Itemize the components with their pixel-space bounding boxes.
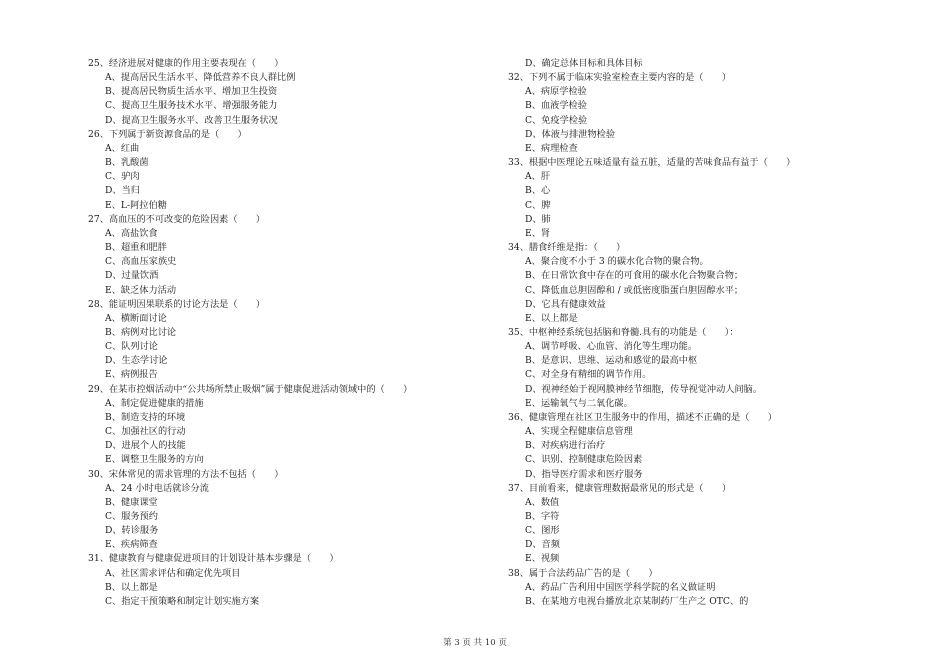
answer-option: B、血液学检验 (525, 100, 587, 112)
answer-option: A、病原学检验 (525, 86, 587, 98)
answer-option: D、提高卫生服务水平、改善卫生服务状况 (105, 114, 278, 126)
answer-option: D、它具有健康效益 (525, 298, 606, 310)
answer-option: A、红曲 (105, 142, 140, 154)
answer-option: B、对疾病进行治疗 (525, 440, 606, 452)
answer-option: B、是意识、思维、运动和感觉的最高中枢 (525, 355, 698, 367)
answer-option: A、制定促进健康的措施 (105, 397, 204, 409)
answer-option: D、当归 (105, 185, 140, 197)
answer-option: A、高盐饮食 (105, 227, 158, 239)
answer-option: C、对全身有精细的调节作用。 (525, 369, 652, 381)
answer-option: C、免疫学检验 (525, 114, 588, 126)
answer-option: B、制造支持的环境 (105, 411, 186, 423)
answer-option: C、提高卫生服务技术水平、增强服务能力 (105, 100, 278, 112)
answer-option: E、视频 (525, 553, 560, 565)
question-stem: 26、下列属于新资源食品的是（ ） (88, 128, 247, 140)
answer-option: D、视神经始于视网膜神经节细胞，传导视觉冲动人间脑。 (525, 383, 763, 395)
answer-option: B、以上都是 (105, 581, 158, 593)
answer-option: A、横断面讨论 (105, 312, 167, 324)
answer-option: E、病理检查 (525, 142, 578, 154)
question-stem: 31、健康教育与健康促进项目的计划设计基本步骤是（ ） (88, 553, 339, 565)
question-stem: 38、属于合法药品广告的是（ ） (508, 567, 658, 579)
answer-option: B、在日常饮食中存在的可食用的碳水化合物聚合物； (525, 270, 744, 282)
question-stem: 30、宋体常见的需求管理的方法不包括（ ） (88, 468, 284, 480)
answer-option: D、进展个人的技能 (105, 440, 186, 452)
question-stem: 32、下列不属于临床实验室检查主要内容的是（ ） (508, 72, 732, 84)
page-footer: 第 3 页 共 10 页 (443, 638, 507, 648)
answer-option: C、图形 (525, 525, 560, 537)
answer-option: A、24 小时电话就诊分流 (105, 482, 209, 494)
answer-option: C、加强社区的行动 (105, 426, 186, 438)
answer-option: D、确定总体目标和具体目标 (525, 58, 643, 69)
answer-option: B、健康课堂 (105, 496, 158, 508)
answer-option: D、肺 (525, 213, 551, 225)
answer-option: D、转诊服务 (105, 525, 159, 537)
answer-option: A、实现全程健康信息管理 (525, 426, 633, 438)
question-stem: 35、中枢神经系统包括脑和脊髓.具有的功能是（ ）： (508, 326, 739, 338)
question-stem: 29、在某市控烟活动中“公共场所禁止吸烟”属于健康促进活动领域中的（ ） (88, 383, 413, 395)
answer-option: A、聚合度不小于 3 的碳水化合物的聚合物。 (525, 256, 709, 268)
answer-option: E、调整卫生服务的方向 (105, 454, 204, 466)
answer-option: A、提高居民生活水平、降低营养不良人群比例 (105, 72, 296, 84)
answer-option: A、数值 (525, 496, 560, 508)
answer-option: C、服务预约 (105, 511, 158, 522)
answer-option: B、字符 (525, 511, 560, 522)
answer-option: C、脾 (525, 199, 551, 211)
answer-option: D、过量饮酒 (105, 270, 159, 282)
question-stem: 28、能证明因果联系的讨论方法是（ ） (88, 298, 266, 310)
question-stem: 25、经济进展对健康的作用主要表现在（ ） (88, 58, 284, 69)
answer-option: A、社区需求评估和确定优先项目 (105, 567, 241, 579)
question-stem: 37、目前看来，健康管理数据最常见的形式是（ ） (508, 482, 732, 494)
answer-option: C、队列讨论 (105, 341, 158, 353)
answer-option: E、L-阿拉伯糖 (105, 199, 167, 211)
answer-option: E、以上都是 (525, 312, 578, 324)
question-stem: 36、健康管理在社区卫生服务中的作用，描述不正确的是（ ） (508, 411, 777, 423)
answer-option: C、降低血总胆固醇和 / 或低密度脂蛋白胆固醇水平； (525, 284, 744, 296)
answer-option: B、心 (525, 185, 551, 197)
answer-option: D、指导医疗需求和医疗服务 (525, 468, 643, 480)
answer-option: A、肝 (525, 171, 551, 183)
right-column (508, 57, 908, 609)
answer-option: D、音频 (525, 539, 560, 551)
answer-option: C、指定干预策略和制定计划实施方案 (105, 595, 260, 607)
answer-option: C、识别、控制健康危险因素 (525, 454, 643, 466)
answer-option: E、肾 (525, 227, 551, 239)
answer-option: B、在某地方电视台播放北京某制药厂生产之 OTC、的 (525, 595, 749, 607)
answer-option: D、生态学讨论 (105, 355, 168, 367)
answer-option: E、病例报告 (105, 369, 158, 381)
question-stem: 34、膳食纤维是指：（ ） (508, 242, 626, 254)
answer-option: A、药品广告利用中国医学科学院的名义做证明 (525, 581, 716, 593)
answer-option: E、缺乏体力活动 (105, 284, 177, 296)
answer-option: B、提高居民物质生活水平、增加卫生投资 (105, 86, 278, 98)
answer-option: B、超重和肥胖 (105, 242, 167, 254)
answer-option: A、调节呼吸、心血管、消化等生理功能。 (525, 341, 698, 353)
answer-option: D、体液与排泄物检验 (525, 128, 616, 140)
answer-option: E、运输氧气与二氧化碳。 (525, 397, 633, 409)
question-stem: 33、根据中医理论五味适量有益五脏，适量的苦味食品有益于（ ） (508, 157, 796, 169)
answer-option: B、病例对比讨论 (105, 326, 177, 338)
left-column (88, 57, 488, 609)
answer-option: E、疾病筛查 (105, 539, 158, 551)
question-stem: 27、高血压的不可改变的危险因素（ ） (88, 213, 266, 225)
answer-option: C、驴肉 (105, 171, 140, 183)
answer-option: C、高血压家族史 (105, 256, 177, 268)
answer-option: B、乳酸菌 (105, 157, 149, 169)
